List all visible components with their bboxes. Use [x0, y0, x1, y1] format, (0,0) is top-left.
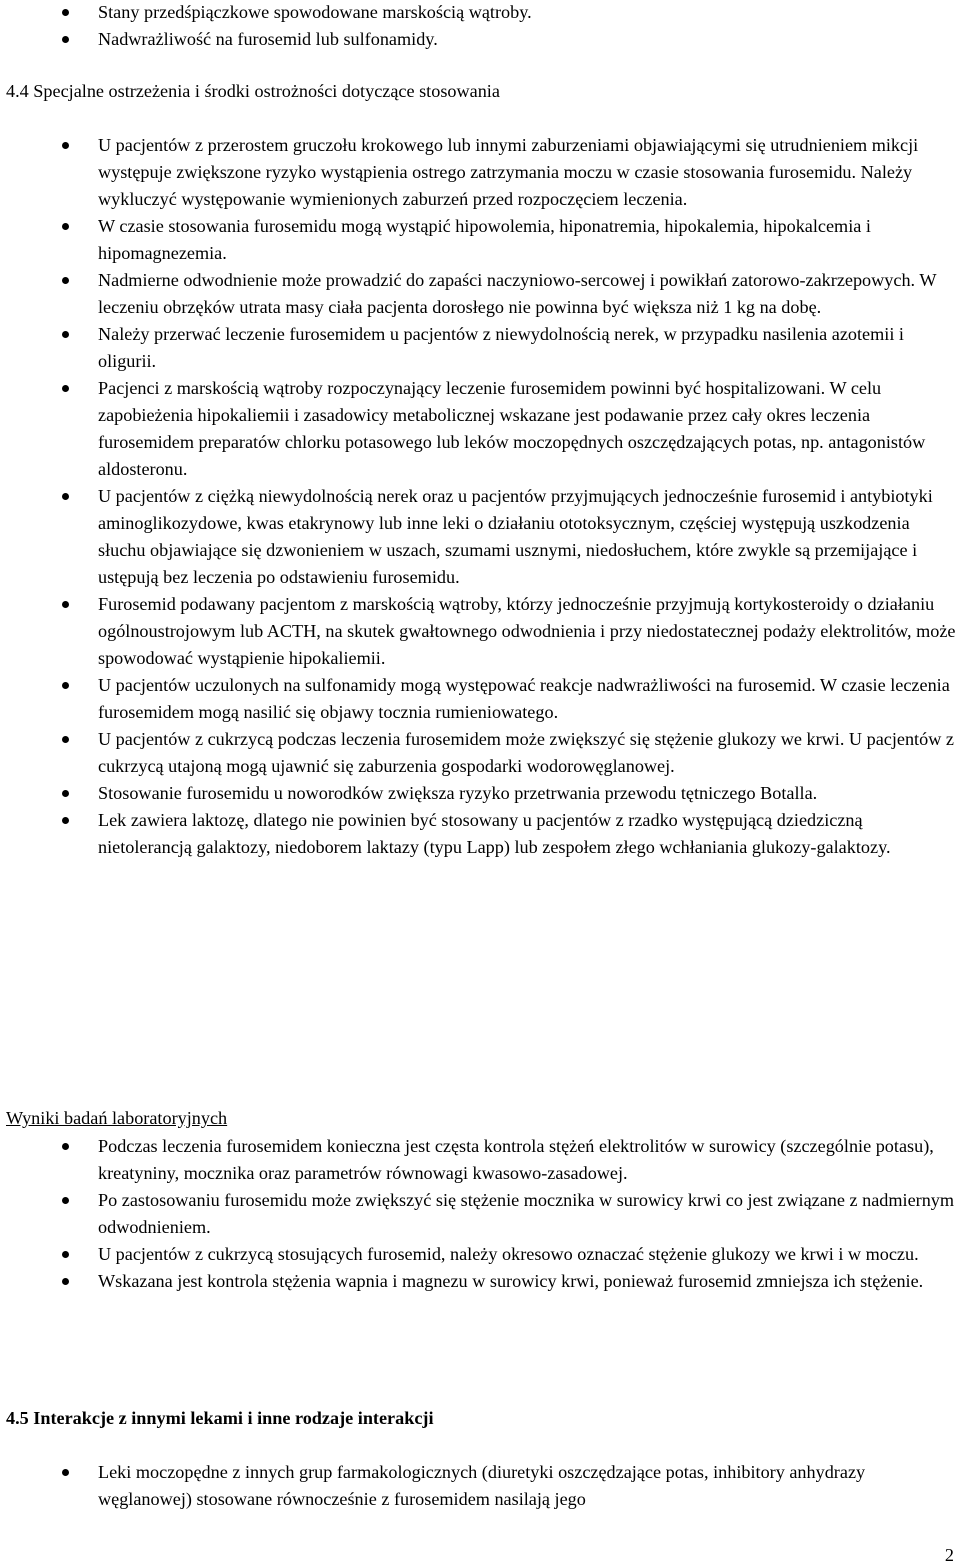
list-item-text: Nadmierne odwodnienie może prowadzić do zapaści naczyniowo-sercowej i powikłań zatorowo-zakrzepowych. W leczeniu obrzęków utrata masy ciała pacjenta dorosłego nie powinna być większa niż 1 kg na dobę.	[98, 270, 937, 317]
list-item	[0, 483, 960, 591]
lab-results-list	[0, 1133, 960, 1295]
list-item-text: Lek zawiera laktozę, dlatego nie powinien być stosowany u pacjentów z rzadko występującą dziedziczną nietolerancją galaktozy, niedoborem laktazy (typu Lapp) lub zespołem złego wchłaniania glukozy-galaktozy.	[98, 810, 891, 857]
list-item-text: Po zastosowaniu furosemidu może zwiększyć się stężenie mocznika w surowicy krwi co jest związane z nadmiernym odwodnieniem.	[98, 1190, 955, 1237]
list-item-text: Stany przedśpiączkowe spowodowane marskością wątroby.	[98, 2, 532, 22]
list-item-text: Stosowanie furosemidu u noworodków zwiększa ryzyko przetrwania przewodu tętniczego Botalla.	[98, 783, 818, 803]
list-item	[0, 1459, 960, 1513]
bullet-icon	[62, 1251, 69, 1258]
list-item	[0, 1241, 960, 1268]
section-heading-warnings: 4.4 Specjalne ostrzeżenia i środki ostrożności dotyczące stosowania	[6, 81, 500, 101]
section-heading-lab-results: Wyniki badań laboratoryjnych	[6, 1108, 228, 1128]
list-item-text: Nadwrażliwość na furosemid lub sulfonamidy.	[98, 29, 438, 49]
bullet-icon	[62, 817, 69, 824]
list-item	[0, 213, 960, 267]
bullet-icon	[62, 1197, 69, 1204]
list-item	[0, 321, 960, 375]
list-item-text: Podczas leczenia furosemidem konieczna jest częsta kontrola stężeń elektrolitów w surowicy (szczególnie potasu), kreatyniny, mocznika oraz parametrów równowagi kwasowo-zasadowej.	[98, 1136, 934, 1183]
bullet-icon	[62, 790, 69, 797]
list-item-text: Należy przerwać leczenie furosemidem u pacjentów z niewydolnością nerek, w przypadku nasilenia azotemii i oligurii.	[98, 324, 904, 371]
bullet-icon	[62, 331, 69, 338]
list-item	[0, 780, 960, 807]
list-item	[0, 1268, 960, 1295]
page-number: 2	[944, 1545, 954, 1565]
list-item	[0, 132, 960, 213]
interactions-list	[0, 1459, 960, 1513]
bullet-icon	[62, 142, 69, 149]
list-item	[0, 0, 960, 26]
bullet-icon	[62, 385, 69, 392]
list-item-text: U pacjentów z ciężką niewydolnością nerek oraz u pacjentów przyjmujących jednocześnie furosemid i antybiotyki aminoglikozydowe, kwas etakrynowy lub inne leki o działaniu ototoksycznym, częściej występują uszkodzenia słuchu objawiające się dzwonieniem w uszach, szumami usznymi, niedosłuchem, które zwykle są przemijające i ustępują bez leczenia po odstawieniu furosemidu.	[98, 486, 933, 587]
bullet-icon	[62, 1143, 69, 1150]
bullet-icon	[62, 1278, 69, 1285]
bullet-icon	[62, 36, 69, 43]
contraindications-list-continued	[0, 0, 960, 53]
list-item	[0, 1187, 960, 1241]
list-item-text: W czasie stosowania furosemidu mogą wystąpić hipowolemia, hiponatremia, hipokalemia, hipokalcemia i hipomagnezemia.	[98, 216, 871, 263]
list-item-text: Furosemid podawany pacjentom z marskością wątroby, którzy jednocześnie przyjmują kortykosteroidy o działaniu ogólnoustrojowym lub ACTH, na skutek gwałtownego odwodnienia i przy niedostatecznej podaży elektrolitów, może spowodować wystąpienie hipokaliemii.	[98, 594, 956, 668]
list-item-text: U pacjentów uczulonych na sulfonamidy mogą występować reakcje nadwrażliwości na furosemid. W czasie leczenia furosemidem mogą nasilić się objawy tocznia rumieniowatego.	[98, 675, 950, 722]
bullet-icon	[62, 1469, 69, 1476]
bullet-icon	[62, 223, 69, 230]
list-item	[0, 807, 960, 861]
list-item-text: Wskazana jest kontrola stężenia wapnia i magnezu w surowicy krwi, ponieważ furosemid zmniejsza ich stężenie.	[98, 1271, 924, 1291]
list-item	[0, 375, 960, 483]
warnings-list	[0, 132, 960, 861]
bullet-icon	[62, 9, 69, 16]
bullet-icon	[62, 601, 69, 608]
list-item	[0, 1133, 960, 1187]
section-heading-interactions: 4.5 Interakcje z innymi lekami i inne rodzaje interakcji	[6, 1408, 434, 1428]
bullet-icon	[62, 277, 69, 284]
list-item-text: U pacjentów z cukrzycą stosujących furosemid, należy okresowo oznaczać stężenie glukozy we krwi i w moczu.	[98, 1244, 919, 1264]
list-item	[0, 591, 960, 672]
bullet-icon	[62, 493, 69, 500]
list-item	[0, 267, 960, 321]
list-item	[0, 26, 960, 53]
list-item-text: Leki moczopędne z innych grup farmakologicznych (diuretyki oszczędzające potas, inhibitory anhydrazy węglanowej) stosowane równocześnie z furosemidem nasilają jego	[98, 1462, 866, 1509]
list-item-text: Pacjenci z marskością wątroby rozpoczynający leczenie furosemidem powinni być hospitalizowani. W celu zapobieżenia hipokaliemii i zasadowicy metabolicznej wskazane jest podawanie przez cały okres leczenia furosemidem preparatów chlorku potasowego lub leków moczopędnych oszczędzających potas, np. antagonistów aldosteronu.	[98, 378, 926, 479]
bullet-icon	[62, 682, 69, 689]
list-item	[0, 672, 960, 726]
list-item-text: U pacjentów z cukrzycą podczas leczenia furosemidem może zwiększyć się stężenie glukozy we krwi. U pacjentów z cukrzycą utajoną mogą ujawnić się zaburzenia gospodarki wodorowęglanowej.	[98, 729, 954, 776]
list-item-text: U pacjentów z przerostem gruczołu krokowego lub innymi zaburzeniami objawiającymi się utrudnieniem mikcji występuje zwiększone ryzyko wystąpienia ostrego zatrzymania moczu w czasie stosowania furosemidu. Należy wykluczyć występowanie wymienionych zaburzeń przed rozpoczęciem leczenia.	[98, 135, 919, 209]
bullet-icon	[62, 736, 69, 743]
list-item	[0, 726, 960, 780]
